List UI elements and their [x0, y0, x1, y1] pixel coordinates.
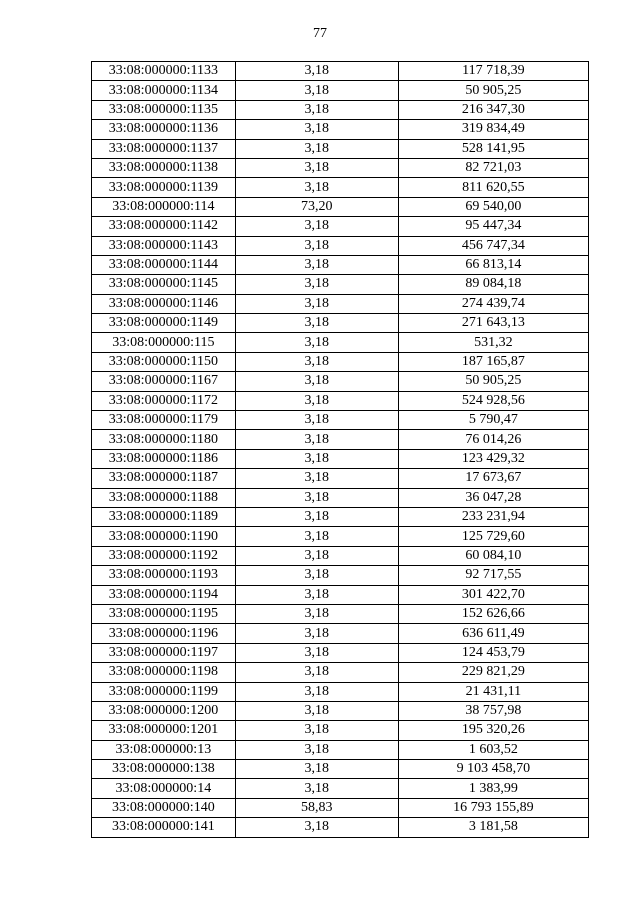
value-cell: 5 790,47 [398, 411, 588, 430]
rate-cell: 3,18 [235, 779, 398, 798]
rate-cell: 3,18 [235, 643, 398, 662]
table-row [92, 294, 589, 313]
value-cell: 9 103 458,70 [398, 760, 588, 779]
table-row [92, 314, 589, 333]
rate-cell: 3,18 [235, 372, 398, 391]
value-cell: 229 821,29 [398, 663, 588, 682]
value-cell: 76 014,26 [398, 430, 588, 449]
value-cell: 38 757,98 [398, 701, 588, 720]
cadastral-number-cell: 33:08:000000:1195 [92, 604, 236, 623]
rate-cell: 3,18 [235, 100, 398, 119]
rate-cell: 3,18 [235, 81, 398, 100]
cadastral-number-cell: 33:08:000000:1199 [92, 682, 236, 701]
value-cell: 69 540,00 [398, 197, 588, 216]
value-cell: 50 905,25 [398, 372, 588, 391]
value-cell: 36 047,28 [398, 488, 588, 507]
value-cell: 528 141,95 [398, 139, 588, 158]
cadastral-number-cell: 33:08:000000:1179 [92, 411, 236, 430]
rate-cell: 3,18 [235, 624, 398, 643]
cadastral-number-cell: 33:08:000000:1167 [92, 372, 236, 391]
cadastral-number-cell: 33:08:000000:1197 [92, 643, 236, 662]
table-row [92, 469, 589, 488]
rate-cell: 3,18 [235, 701, 398, 720]
rate-cell: 3,18 [235, 682, 398, 701]
value-cell: 811 620,55 [398, 178, 588, 197]
table-row [92, 120, 589, 139]
rate-cell: 3,18 [235, 139, 398, 158]
value-cell: 3 181,58 [398, 818, 588, 837]
rate-cell: 3,18 [235, 275, 398, 294]
rate-cell: 3,18 [235, 721, 398, 740]
rate-cell: 3,18 [235, 120, 398, 139]
rate-cell: 3,18 [235, 663, 398, 682]
cadastral-number-cell: 33:08:000000:1190 [92, 527, 236, 546]
table-row [92, 663, 589, 682]
value-cell: 456 747,34 [398, 236, 588, 255]
value-cell: 125 729,60 [398, 527, 588, 546]
table-row [92, 139, 589, 158]
cadastral-number-cell: 33:08:000000:1198 [92, 663, 236, 682]
table-row [92, 566, 589, 585]
rate-cell: 73,20 [235, 197, 398, 216]
rate-cell: 3,18 [235, 760, 398, 779]
value-cell: 271 643,13 [398, 314, 588, 333]
table-row [92, 217, 589, 236]
cadastral-number-cell: 33:08:000000:1194 [92, 585, 236, 604]
cadastral-number-cell: 33:08:000000:1186 [92, 449, 236, 468]
value-cell: 17 673,67 [398, 469, 588, 488]
cadastral-number-cell: 33:08:000000:1137 [92, 139, 236, 158]
table-row [92, 352, 589, 371]
table-row [92, 682, 589, 701]
cadastral-number-cell: 33:08:000000:1189 [92, 507, 236, 526]
table-row [92, 604, 589, 623]
cadastral-number-cell: 33:08:000000:1138 [92, 158, 236, 177]
cadastral-number-cell: 33:08:000000:1192 [92, 546, 236, 565]
cadastral-number-cell: 33:08:000000:1149 [92, 314, 236, 333]
table-row [92, 643, 589, 662]
cadastral-number-cell: 33:08:000000:1187 [92, 469, 236, 488]
rate-cell: 3,18 [235, 333, 398, 352]
value-cell: 636 611,49 [398, 624, 588, 643]
cadastral-number-cell: 33:08:000000:138 [92, 760, 236, 779]
cadastral-number-cell: 33:08:000000:114 [92, 197, 236, 216]
cadastral-number-cell: 33:08:000000:1143 [92, 236, 236, 255]
table-row [92, 760, 589, 779]
value-cell: 123 429,32 [398, 449, 588, 468]
value-cell: 92 717,55 [398, 566, 588, 585]
rate-cell: 3,18 [235, 314, 398, 333]
value-cell: 195 320,26 [398, 721, 588, 740]
rate-cell: 3,18 [235, 217, 398, 236]
table-row [92, 178, 589, 197]
rate-cell: 3,18 [235, 740, 398, 759]
table-row [92, 81, 589, 100]
value-cell: 60 084,10 [398, 546, 588, 565]
cadastral-number-cell: 33:08:000000:1146 [92, 294, 236, 313]
table-row [92, 275, 589, 294]
rate-cell: 3,18 [235, 430, 398, 449]
table-row [92, 488, 589, 507]
cadastral-number-cell: 33:08:000000:1145 [92, 275, 236, 294]
rate-cell: 3,18 [235, 604, 398, 623]
value-cell: 117 718,39 [398, 62, 588, 81]
cadastral-number-cell: 33:08:000000:115 [92, 333, 236, 352]
rate-cell: 3,18 [235, 178, 398, 197]
table-row [92, 546, 589, 565]
cadastral-number-cell: 33:08:000000:1201 [92, 721, 236, 740]
value-cell: 216 347,30 [398, 100, 588, 119]
value-cell: 301 422,70 [398, 585, 588, 604]
value-cell: 124 453,79 [398, 643, 588, 662]
value-cell: 187 165,87 [398, 352, 588, 371]
rate-cell: 3,18 [235, 294, 398, 313]
value-cell: 89 084,18 [398, 275, 588, 294]
table-row [92, 430, 589, 449]
rate-cell: 3,18 [235, 488, 398, 507]
rate-cell: 3,18 [235, 566, 398, 585]
rate-cell: 3,18 [235, 411, 398, 430]
value-cell: 82 721,03 [398, 158, 588, 177]
cadastral-number-cell: 33:08:000000:140 [92, 798, 236, 817]
table-row [92, 236, 589, 255]
table-row [92, 818, 589, 837]
cadastral-number-cell: 33:08:000000:1144 [92, 255, 236, 274]
rate-cell: 3,18 [235, 255, 398, 274]
table-row [92, 779, 589, 798]
rate-cell: 3,18 [235, 391, 398, 410]
cadastral-number-cell: 33:08:000000:1180 [92, 430, 236, 449]
cadastral-number-cell: 33:08:000000:1135 [92, 100, 236, 119]
rate-cell: 3,18 [235, 546, 398, 565]
table-row [92, 411, 589, 430]
table-row [92, 158, 589, 177]
value-cell: 274 439,74 [398, 294, 588, 313]
rate-cell: 3,18 [235, 585, 398, 604]
rate-cell: 3,18 [235, 449, 398, 468]
cadastral-number-cell: 33:08:000000:1133 [92, 62, 236, 81]
table-row [92, 701, 589, 720]
rate-cell: 58,83 [235, 798, 398, 817]
value-cell: 21 431,11 [398, 682, 588, 701]
table-row [92, 255, 589, 274]
cadastral-number-cell: 33:08:000000:1200 [92, 701, 236, 720]
table-row [92, 624, 589, 643]
cadastral-number-cell: 33:08:000000:1193 [92, 566, 236, 585]
value-cell: 319 834,49 [398, 120, 588, 139]
value-cell: 524 928,56 [398, 391, 588, 410]
rate-cell: 3,18 [235, 507, 398, 526]
table-row [92, 100, 589, 119]
table-row [92, 721, 589, 740]
cadastral-number-cell: 33:08:000000:141 [92, 818, 236, 837]
table-row [92, 585, 589, 604]
value-cell: 152 626,66 [398, 604, 588, 623]
table-row [92, 507, 589, 526]
value-cell: 233 231,94 [398, 507, 588, 526]
cadastral-table [91, 61, 589, 838]
value-cell: 66 813,14 [398, 255, 588, 274]
rate-cell: 3,18 [235, 352, 398, 371]
cadastral-number-cell: 33:08:000000:1172 [92, 391, 236, 410]
value-cell: 50 905,25 [398, 81, 588, 100]
cadastral-number-cell: 33:08:000000:1134 [92, 81, 236, 100]
page-number: 77 [313, 26, 327, 41]
cadastral-number-cell: 33:08:000000:13 [92, 740, 236, 759]
value-cell: 1 603,52 [398, 740, 588, 759]
rate-cell: 3,18 [235, 236, 398, 255]
value-cell: 1 383,99 [398, 779, 588, 798]
rate-cell: 3,18 [235, 527, 398, 546]
table-row [92, 798, 589, 817]
table-row [92, 527, 589, 546]
table-row [92, 62, 589, 81]
cadastral-number-cell: 33:08:000000:1136 [92, 120, 236, 139]
table-row [92, 372, 589, 391]
table-row [92, 333, 589, 352]
cadastral-number-cell: 33:08:000000:1139 [92, 178, 236, 197]
cadastral-number-cell: 33:08:000000:1142 [92, 217, 236, 236]
cadastral-number-cell: 33:08:000000:1150 [92, 352, 236, 371]
rate-cell: 3,18 [235, 818, 398, 837]
table-row [92, 391, 589, 410]
value-cell: 16 793 155,89 [398, 798, 588, 817]
table-row [92, 740, 589, 759]
cadastral-number-cell: 33:08:000000:14 [92, 779, 236, 798]
table-row [92, 197, 589, 216]
rate-cell: 3,18 [235, 469, 398, 488]
table-body [92, 62, 589, 838]
cadastral-number-cell: 33:08:000000:1196 [92, 624, 236, 643]
rate-cell: 3,18 [235, 62, 398, 81]
value-cell: 531,32 [398, 333, 588, 352]
value-cell: 95 447,34 [398, 217, 588, 236]
table-row [92, 449, 589, 468]
rate-cell: 3,18 [235, 158, 398, 177]
cadastral-number-cell: 33:08:000000:1188 [92, 488, 236, 507]
